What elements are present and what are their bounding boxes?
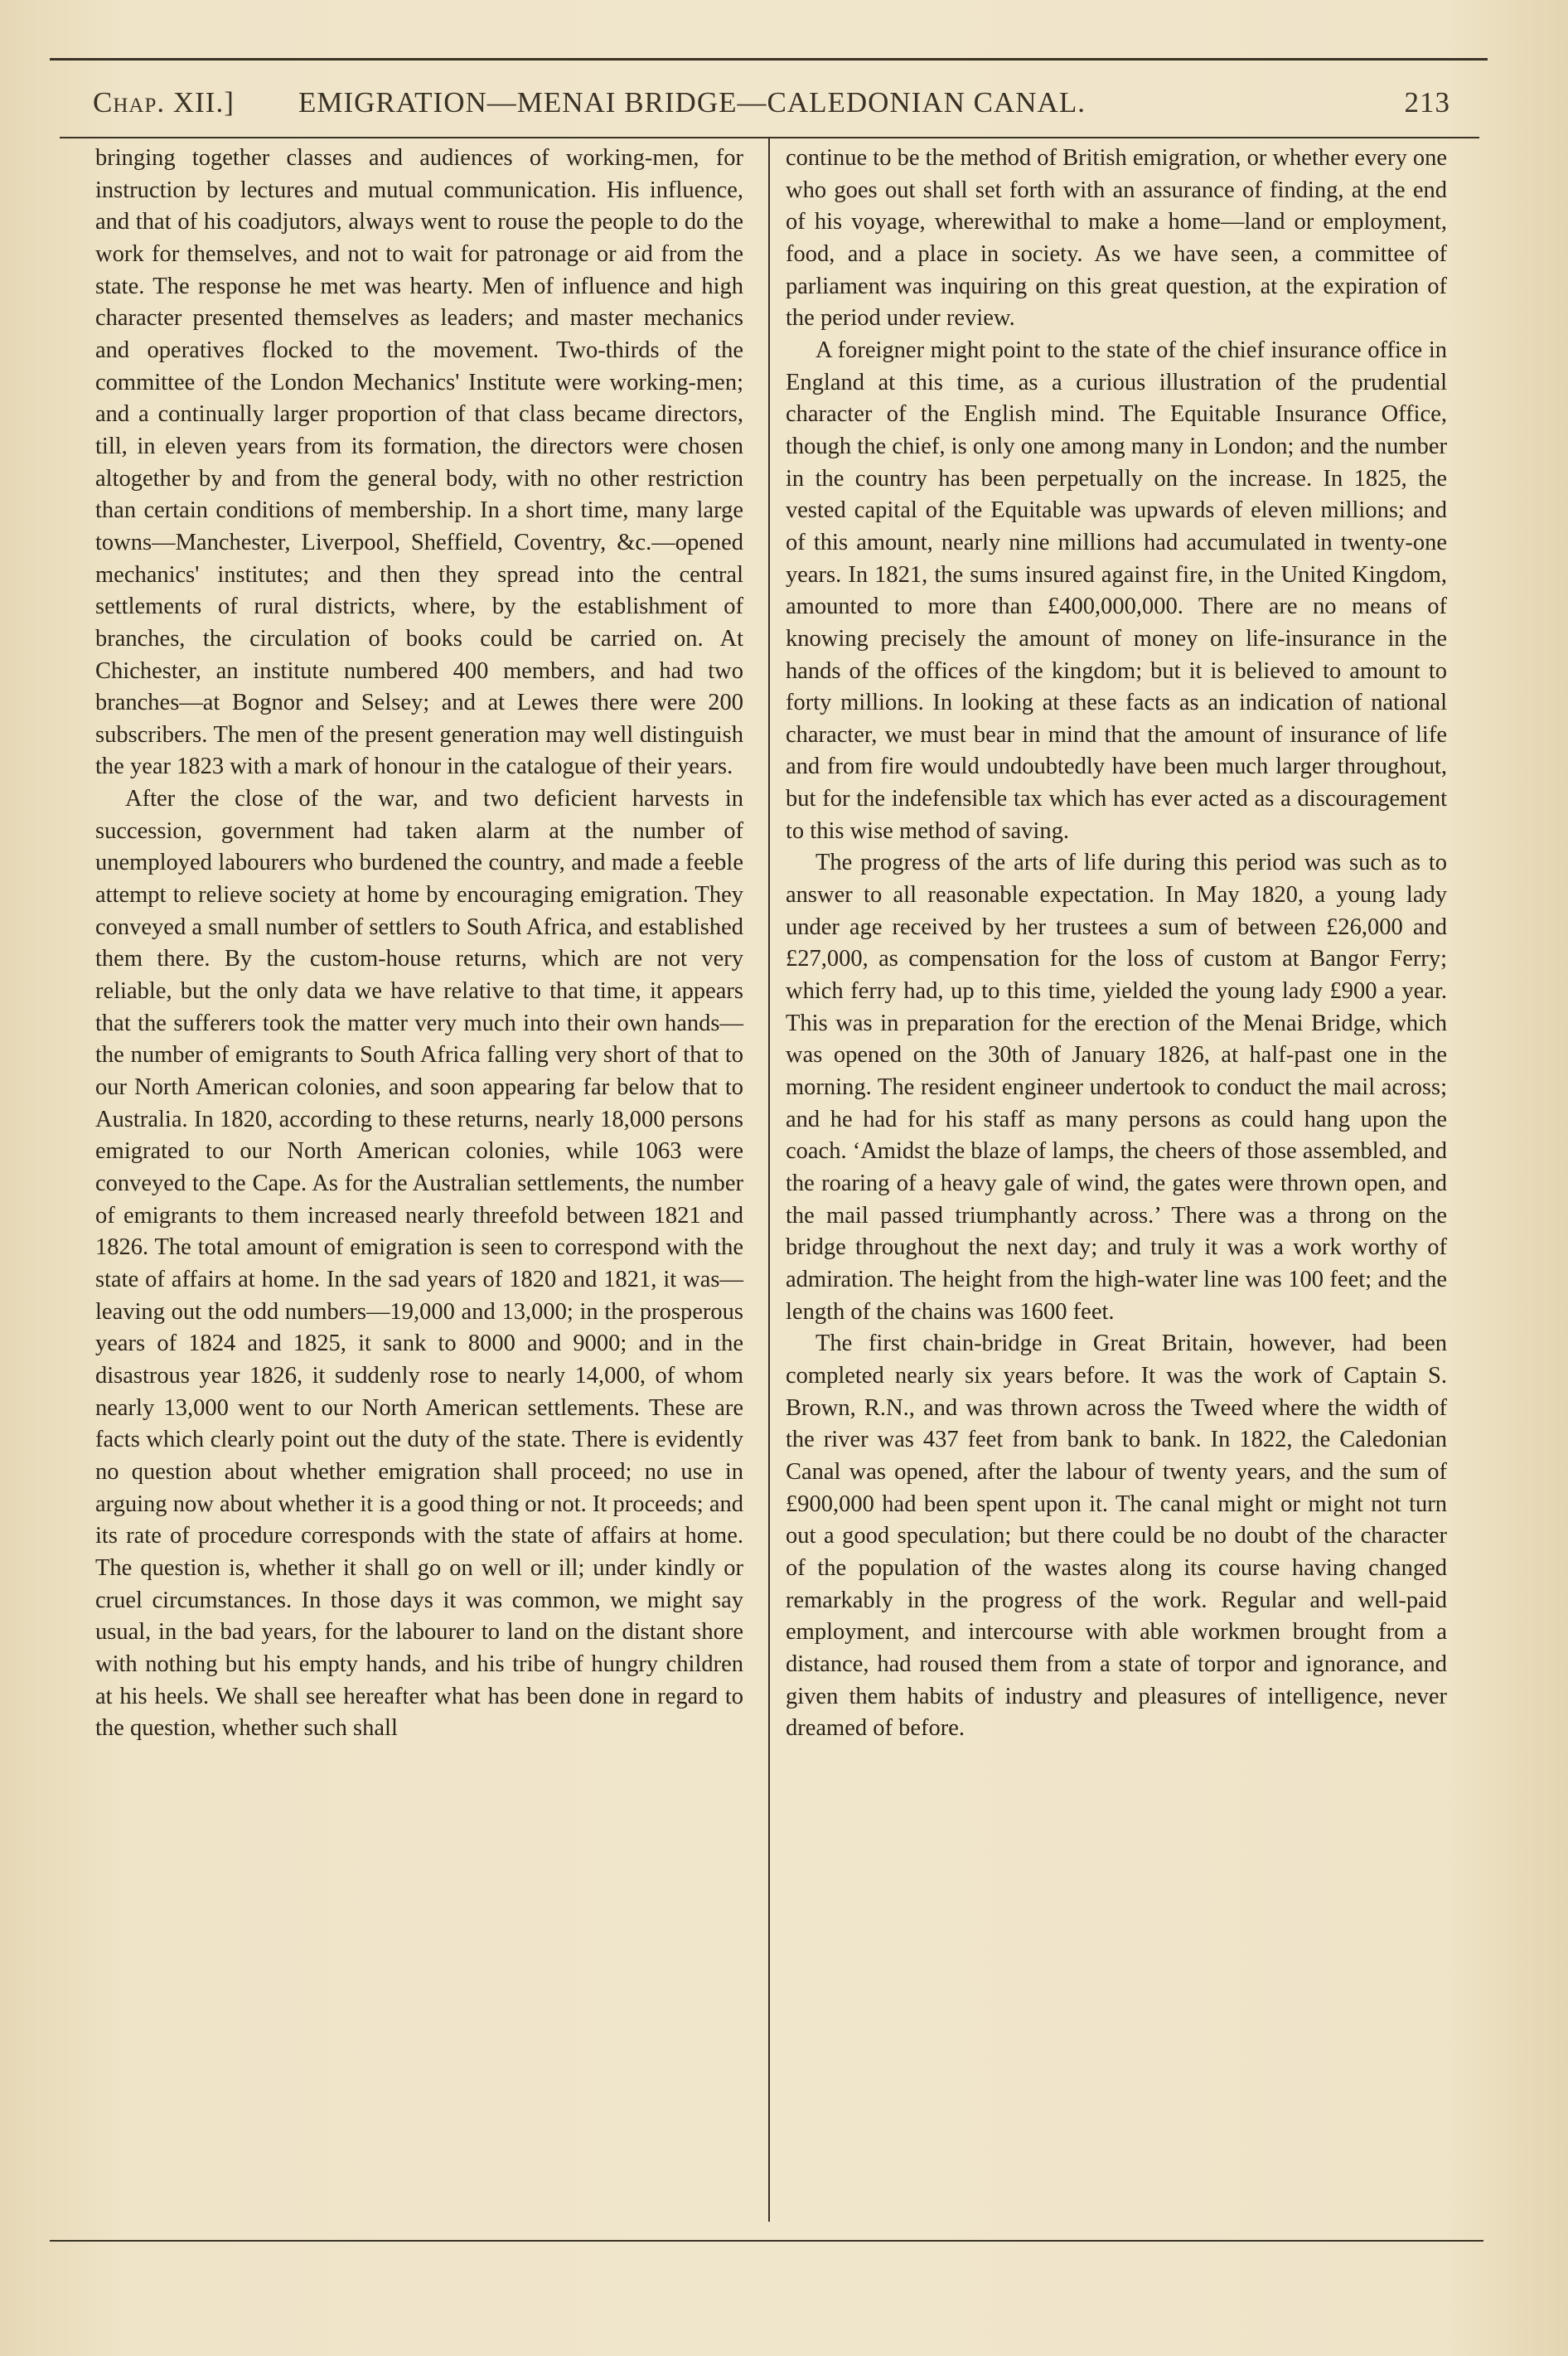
page-number: 213 (1404, 86, 1450, 119)
running-header (83, 86, 1450, 128)
top-border-rule (50, 58, 1488, 61)
paragraph: A foreigner might point to the state of the chief insurance office in England at this time, as a curious illustration of the prudential character of the English mind. The Equitable Insurance Office, though the chief, is only one among many in London; and the number in the country has been perpetually on the increase. In 1825, the vested capital of the Equitable was upwards of eleven millions; and of this amount, nearly nine millions had accumulated in twenty-one years. In 1821, the sums insured against fire, in the United Kingdom, amounted to more than £400,000,000. There are no means of knowing precisely the amount of money on life-insurance in the hands of the offices of the kingdom; but it is believed to amount to forty millions. In looking at these facts as an indication of national character, we must bear in mind that the amount of insurance of life and from fire would undoubtedly have been much larger throughout, but for the indefensible tax which has ever acted as a discouragement to this wise method of saving. (786, 337, 1447, 844)
right-column (786, 143, 1447, 1745)
running-title: EMIGRATION—MENAI BRIDGE—CALEDONIAN CANAL. (298, 86, 1086, 119)
left-column (95, 143, 743, 1745)
paragraph: bringing together classes and audiences of working-men, for instruction by lectures and mutual communication. His influence, and that of his coadjutors, always went to rouse the people to do the work for themselves, and not to wait for patronage or aid from the state. The response he met was hearty. Men of influence and high character presented themselves as leaders; and master mechanics and operatives flocked to the movement. Two-thirds of the committee of the London Mechanics' Institute were working-men; and a continually larger proportion of that class became directors, till, in eleven years from its formation, the directors were chosen altogether by and from the general body, with no other restriction than certain conditions of membership. In a short time, many large towns—Manchester, Liverpool, Sheffield, Coventry, &c.—opened mechanics' institutes; and then they spread into the central settlements of rural districts, where, by the establishment of branches, the circulation of books could be carried on. At Chichester, an institute numbered 400 members, and had two branches—at Bognor and Selsey; and at Lewes there were 200 subscribers. The men of the present generation may well distinguish the year 1823 with a mark of honour in the catalogue of their years. (95, 145, 743, 780)
bottom-border-rule (50, 2240, 1483, 2242)
paragraph: continue to be the method of British emigration, or whether every one who goes out shall set forth with an assurance of finding, at the end of his voyage, wherewithal to make a home—land or employment, food, and a place in society. As we have seen, a committee of parliament was inquiring on this great question, at the expiration of the period under review. (786, 145, 1447, 332)
paragraph: The first chain-bridge in Great Britain, however, had been completed nearly six years before. It was the work of Captain S. Brown, R.N., and was thrown across the Tweed where the width of the river was 437 feet from bank to bank. In 1822, the Caledonian Canal was opened, after the labour of twenty years, and the sum of £900,000 had been spent upon it. The canal might or might not turn out a good speculation; but there could be no doubt of the character of the population of the wastes along its course having changed remarkably in the progress of the work. Regular and well-paid employment, and intercourse with able workmen brought from a distance, had roused them from a state of torpor and ignorance, and given them habits of industry and pleasures of intelligence, never dreamed of before. (786, 1331, 1447, 1742)
chapter-label: Chap. XII.] (93, 86, 235, 119)
paragraph: The progress of the arts of life during this period was such as to answer to all reasonable expectation. In May 1820, a young lady under age received by her trustees a sum of between £26,000 and £27,000, as compensation for the loss of custom at Bangor Ferry; which ferry had, up to this time, yielded the young lady £900 a year. This was in preparation for the erection of the Menai Bridge, which was opened on the 30th of January 1826, at half-past one in the morning. The resident engineer undertook to conduct the mail across; and he had for his staff as many persons as could hang upon the coach. ‘Amidst the blaze of lamps, the cheers of those assembled, and the roaring of a heavy gale of wind, the gates were thrown open, and the mail passed triumphantly across.’ There was a throng on the bridge throughout the next day; and truly it was a work worthy of admiration. The height from the high-water line was 100 feet; and the length of the chains was 1600 feet. (786, 850, 1447, 1325)
column-divider (768, 137, 770, 2222)
paragraph: After the close of the war, and two deficient harvests in succession, government had taken alarm at the number of unemployed labourers who burdened the country, and made a feeble attempt to relieve society at home by encouraging emigration. They conveyed a small number of settlers to South Africa, and established them there. By the custom-house returns, which are not very reliable, but the only data we have relative to that time, it appears that the sufferers took the matter very much into their own hands—the number of emigrants to South Africa falling very short of that to our North American colonies, and soon appearing far below that to Australia. In 1820, according to these returns, nearly 18,000 persons emigrated to our North American colonies, while 1063 were conveyed to the Cape. As for the Australian settlements, the number of emigrants to them increased nearly threefold between 1821 and 1826. The total amount of emigration is seen to correspond with the state of affairs at home. In the sad years of 1820 and 1821, it was—leaving out the odd numbers—19,000 and 13,000; in the prosperous years of 1824 and 1825, it sank to 8000 and 9000; and in the disastrous year 1826, it suddenly rose to nearly 14,000, of whom nearly 13,000 went to our North American settlements. These are facts which clearly point out the duty of the state. There is evidently no question about whether emigration shall proceed; no use in arguing now about whether it is a good thing or not. It proceeds; and its rate of procedure corresponds with the state of affairs at home. The question is, whether it shall go on well or ill; under kindly or cruel circumstances. In those days it was common, we might say usual, in the bad years, for the labourer to land on the distant shore with nothing but his empty hands, and his tribe of hungry children at his heels. We shall see hereafter what has been done in regard to the question, whether such shall (95, 786, 743, 1742)
